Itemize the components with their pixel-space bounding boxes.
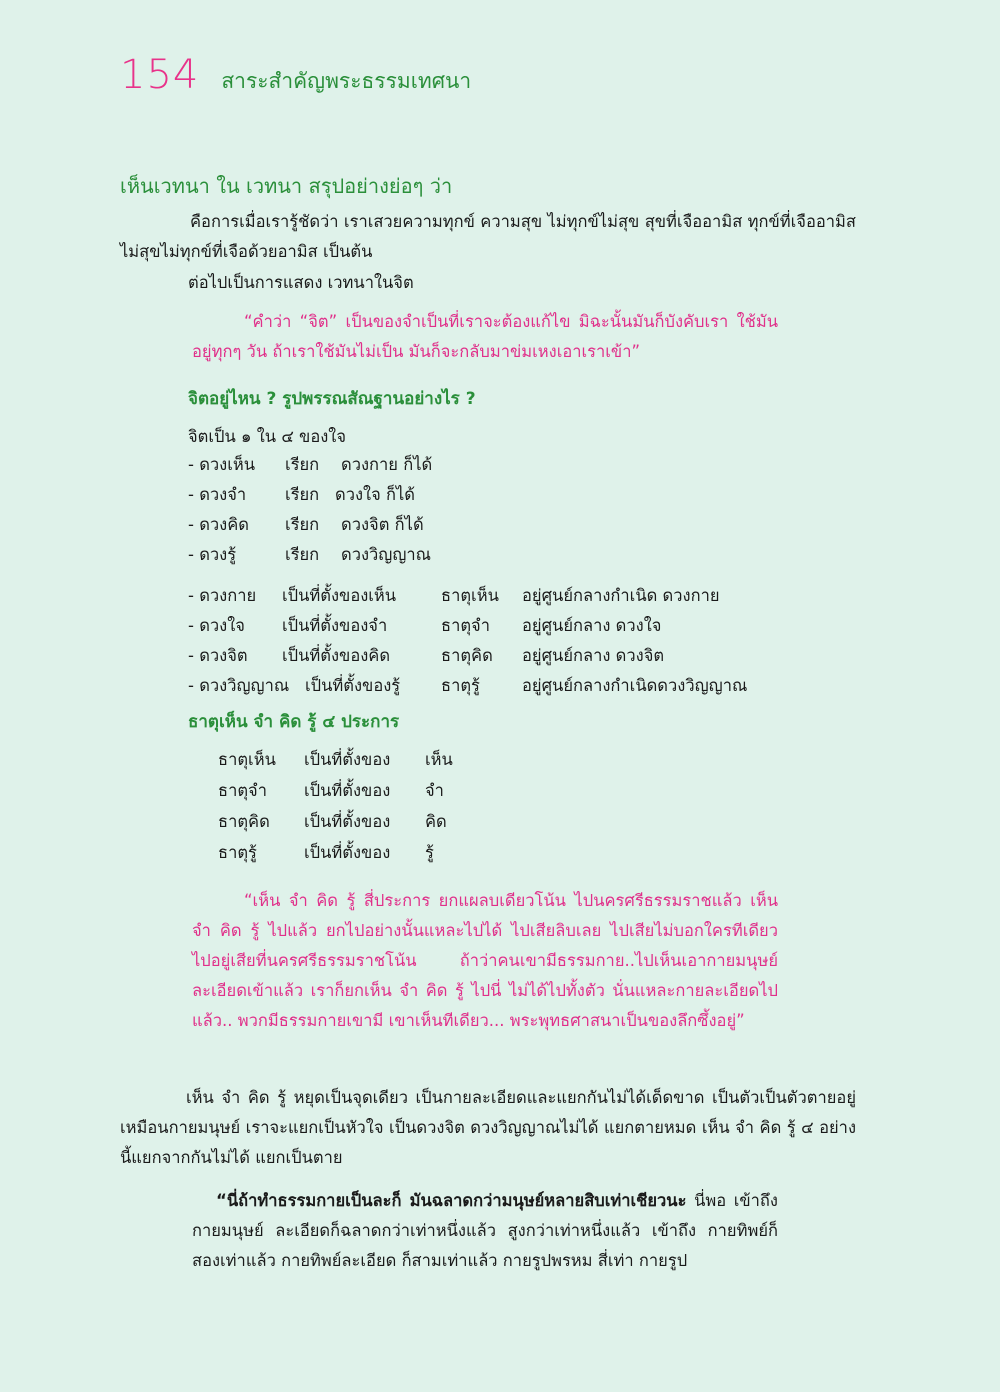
list-item: ธาตุรู้: [441, 676, 480, 695]
list-item: จำ: [425, 781, 444, 800]
list-item: - ดวงรู้: [188, 545, 237, 564]
book-title: สาระสำคัญพระธรรมเทศนา: [221, 69, 472, 93]
list-item: - ดวงใจ: [188, 616, 245, 635]
list-item: เรียก: [285, 485, 320, 504]
page-header: [120, 52, 471, 98]
section-heading: เห็นเวทนา ใน เวทนา สรุปอย่างย่อๆ ว่า: [120, 174, 453, 198]
quote-2: “เห็น จำ คิด รู้ สี่ประการ ยกแผลบเดียวโน้น ไปนครศรีธรรมราชแล้ว เห็น จำ คิด รู้ ไปแล้ว ยกไปอย่างนั้นแหละไปได้ ไปเสียลิบเลย ไปเสียไม่บอกใครทีเดียว ไปอยู่เสียที่นครศรีธรรมราชโน้น ถ้าว่าคนเขามีธรรมกาย..ไปเห็นเอากายมนุษย์ละเอียดเข้าแล้ว เราก็ยกเห็น จำ คิด รู้ ไปนี่ ไม่ได้ไปทั้งตัว นั่นแหละกายละเอียดไปแล้ว.. พวกมีธรรมกายเขามี เขาเห็นทีเดียว... พระพุทธศาสนาเป็นของลึกซึ้งอยู่”: [192, 891, 778, 1030]
list-item: อยู่ศูนย์กลางกำเนิด ดวงกาย: [522, 586, 720, 605]
list-item: ธาตุคิด: [441, 646, 493, 665]
list-item: ดวงจิต ก็ได้: [341, 515, 424, 534]
list-item: ธาตุคิด: [218, 812, 270, 831]
list-item: เรียก: [285, 515, 320, 534]
list-item: - ดวงกาย: [188, 586, 257, 605]
quote-1: “คำว่า “จิต” เป็นของจำเป็นที่เราจะต้องแก้ไข มิฉะนั้นมันก็บังคับเรา ใช้มันอยู่ทุกๆ วัน ถ้าเราใช้มันไม่เป็น มันก็จะกลับมาข่มเหงเอาเราเข้า”: [192, 312, 778, 361]
list-item: - ดวงวิญญาณ: [188, 676, 290, 695]
list-item: อยู่ศูนย์กลาง ดวงใจ: [522, 616, 662, 635]
list-item: ดวงกาย ก็ได้: [341, 455, 433, 474]
list-item: ธาตุจำ: [441, 616, 490, 635]
paragraph-2: ต่อไปเป็นการแสดง เวทนาในจิต: [188, 273, 414, 292]
list-item: เรียก: [285, 545, 320, 564]
list-item: อยู่ศูนย์กลางกำเนิดดวงวิญญาณ: [522, 676, 748, 695]
list-intro: จิตเป็น ๑ ใน ๔ ของใจ: [188, 427, 347, 446]
subheading-where-is-mind: จิตอยู่ไหน ? รูปพรรณสัณฐานอย่างไร ?: [188, 389, 476, 409]
page-number: 154: [120, 52, 200, 98]
list-item: เห็น: [425, 750, 453, 769]
list-item: เป็นที่ตั้งของคิด: [282, 646, 391, 665]
list-item: อยู่ศูนย์กลาง ดวงจิต: [522, 646, 665, 665]
list-item: เป็นที่ตั้งของจำ: [282, 616, 388, 635]
list-item: ธาตุเห็น: [218, 750, 276, 769]
list-item: ธาตุเห็น: [441, 586, 499, 605]
list-item: เป็นที่ตั้งของรู้: [305, 676, 401, 695]
list-item: ดวงวิญญาณ: [341, 545, 431, 564]
paragraph-1: คือการเมื่อเรารู้ชัดว่า เราเสวยความทุกข์ ความสุข ไม่ทุกข์ไม่สุข สุขที่เจืออามิส ทุกข์ที่เจืออามิส ไม่สุขไม่ทุกข์ที่เจือด้วยอามิส เป็นต้น: [120, 212, 856, 261]
list-item: เป็นที่ตั้งของเห็น: [282, 586, 397, 605]
list-item: เป็นที่ตั้งของ: [304, 843, 391, 862]
subheading-four-elements: ธาตุเห็น จำ คิด รู้ ๔ ประการ: [188, 712, 400, 732]
list-item: ธาตุจำ: [218, 781, 267, 800]
list-item: เป็นที่ตั้งของ: [304, 781, 391, 800]
list-item: - ดวงจิต: [188, 646, 248, 665]
list-item: เป็นที่ตั้งของ: [304, 750, 391, 769]
list-item: - ดวงเห็น: [188, 455, 256, 474]
paragraph-4-emphasis: “นี่ถ้าทำธรรมกายเป็นละก็ มันฉลาดกว่ามนุษย์หลายสิบเท่าเชียวนะ: [216, 1191, 687, 1210]
paragraph-3: เห็น จำ คิด รู้ หยุดเป็นจุดเดียว เป็นกายละเอียดและแยกกันไม่ได้เด็ดขาด เป็นตัวเป็นตัวตายอยู่เหมือนกายมนุษย์ เราจะแยกเป็นหัวใจ เป็นดวงจิต ดวงวิญญาณไม่ได้ แยกตายหมด เห็น จำ คิด รู้ ๔ อย่างนี้แยกจากกันไม่ได้ แยกเป็นตาย: [120, 1088, 856, 1167]
list-item: ดวงใจ ก็ได้: [335, 485, 416, 504]
list-item: เป็นที่ตั้งของ: [304, 812, 391, 831]
paragraph-4-text: นี่พอ เข้าถึงกายมนุษย์ ละเอียดก็ฉลาดกว่าเท่าหนึ่งแล้ว สูงกว่าเท่าหนึ่งแล้ว เข้าถึง กายทิพย์ก็สองเท่าแล้ว กายทิพย์ละเอียด ก็สามเท่าแล้ว กายรูปพรหม สี่เท่า กายรูป: [192, 1191, 778, 1270]
list-item: เรียก: [285, 455, 320, 474]
list-item: - ดวงคิด: [188, 515, 249, 534]
list-item: รู้: [425, 843, 434, 862]
list-item: คิด: [425, 812, 447, 831]
list-item: - ดวงจำ: [188, 485, 247, 504]
list-item: ธาตุรู้: [218, 843, 257, 862]
paragraph-4: [192, 1186, 778, 1276]
